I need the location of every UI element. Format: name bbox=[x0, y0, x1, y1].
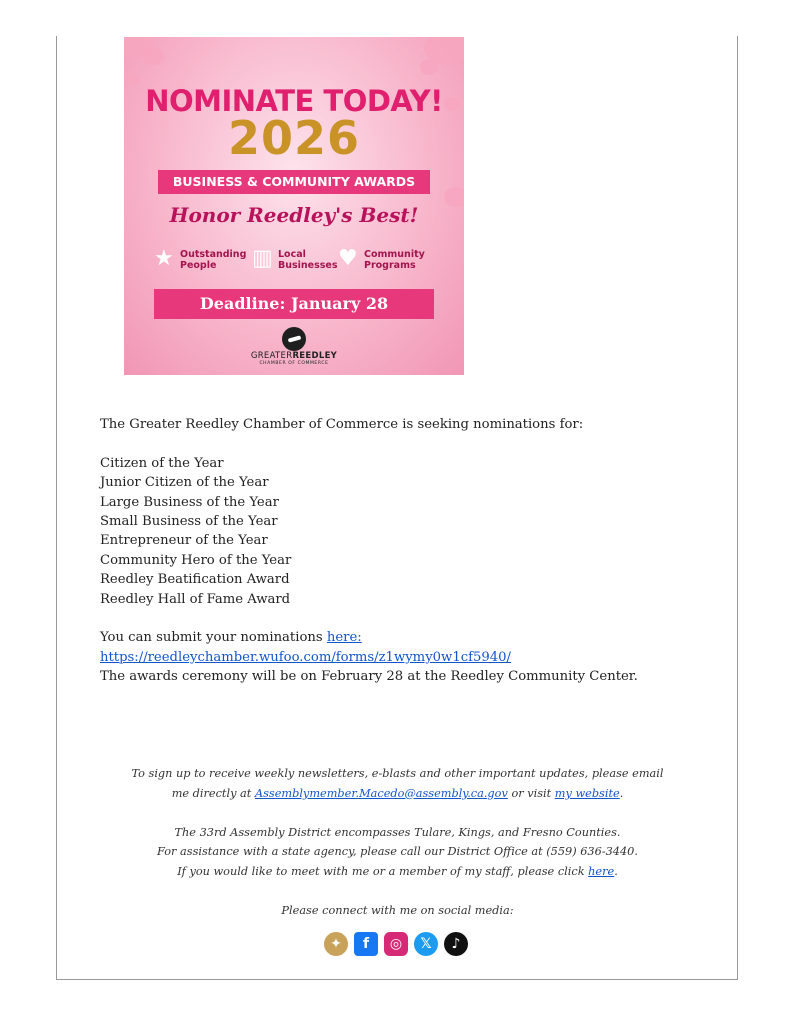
signup-text-line1: To sign up to receive weekly newsletters, e-blasts and other important updates, please email bbox=[131, 767, 664, 780]
nominate-flyer-image bbox=[124, 37, 464, 375]
x-twitter-icon[interactable]: 𝕏 bbox=[414, 932, 438, 956]
chamber-logo-name: GREATERREEDLEY bbox=[250, 351, 338, 361]
award-item: Citizen of the Year bbox=[100, 455, 224, 471]
chamber-logo-subtitle: CHAMBER OF COMMERCE bbox=[259, 361, 329, 366]
district-text: The 33rd Assembly District encompasses Tulare, Kings, and Fresno Counties. bbox=[174, 825, 621, 839]
assembly-seal-icon[interactable]: ✦ bbox=[324, 932, 348, 956]
instagram-icon[interactable]: ◎ bbox=[384, 932, 408, 956]
flyer-banner: BUSINESS & COMMUNITY AWARDS bbox=[158, 170, 430, 194]
social-connect-text: Please connect with me on social media: bbox=[281, 904, 514, 918]
award-item: Community Hero of the Year bbox=[100, 552, 292, 568]
award-item: Small Business of the Year bbox=[100, 514, 278, 530]
submit-line: You can submit your nominations here: bbox=[100, 630, 362, 646]
assistance-text: For assistance with a state agency, please call our District Office at (559) 636-3440. bbox=[157, 845, 638, 859]
meeting-text: If you would like to meet with me or a member of my staff, please click here. bbox=[177, 864, 618, 878]
submit-here-link[interactable]: here: bbox=[326, 630, 362, 646]
chamber-logo-icon bbox=[282, 327, 306, 351]
nomination-form-link[interactable]: https://reedleychamber.wufoo.com/forms/z1wymy0w1cf5940/ bbox=[100, 649, 511, 665]
flyer-deadline: Deadline: January 28 bbox=[154, 289, 434, 319]
award-item: Large Business of the Year bbox=[100, 494, 279, 510]
flyer-tagline: Honor Reedley's Best! bbox=[169, 203, 419, 227]
heart-icon: ♥ bbox=[338, 246, 358, 271]
flyer-year: 2026 bbox=[227, 111, 361, 165]
storefront-icon: ▥ bbox=[252, 246, 273, 271]
meeting-request-link[interactable]: here bbox=[588, 864, 615, 878]
body-text bbox=[100, 415, 700, 687]
tiktok-icon[interactable]: ♪ bbox=[444, 932, 468, 956]
star-icon: ★ bbox=[154, 246, 174, 271]
footer bbox=[100, 764, 695, 921]
flyer-categories: ★ Outstanding People ▥ Local Businesses ♥ Community Programs bbox=[154, 246, 425, 271]
facebook-icon[interactable]: f bbox=[354, 932, 378, 956]
award-item: Reedley Beatification Award bbox=[100, 572, 290, 588]
flyer-headline: NOMINATE TODAY! bbox=[145, 84, 443, 118]
website-link[interactable]: my website bbox=[554, 786, 620, 800]
intro-text: The Greater Reedley Chamber of Commerce is seeking nominations for: bbox=[100, 417, 584, 432]
award-item: Junior Citizen of the Year bbox=[100, 475, 269, 491]
ceremony-text: The awards ceremony will be on February 28 at the Reedley Community Center. bbox=[100, 669, 638, 685]
signup-text-line2: me directly at Assemblymember.Macedo@assembly.ca.gov or visit my website. bbox=[171, 786, 624, 800]
award-item: Reedley Hall of Fame Award bbox=[100, 591, 291, 607]
email-link[interactable]: Assemblymember.Macedo@assembly.ca.gov bbox=[254, 786, 508, 800]
social-links bbox=[324, 932, 474, 958]
award-item: Entrepreneur of the Year bbox=[100, 533, 268, 549]
